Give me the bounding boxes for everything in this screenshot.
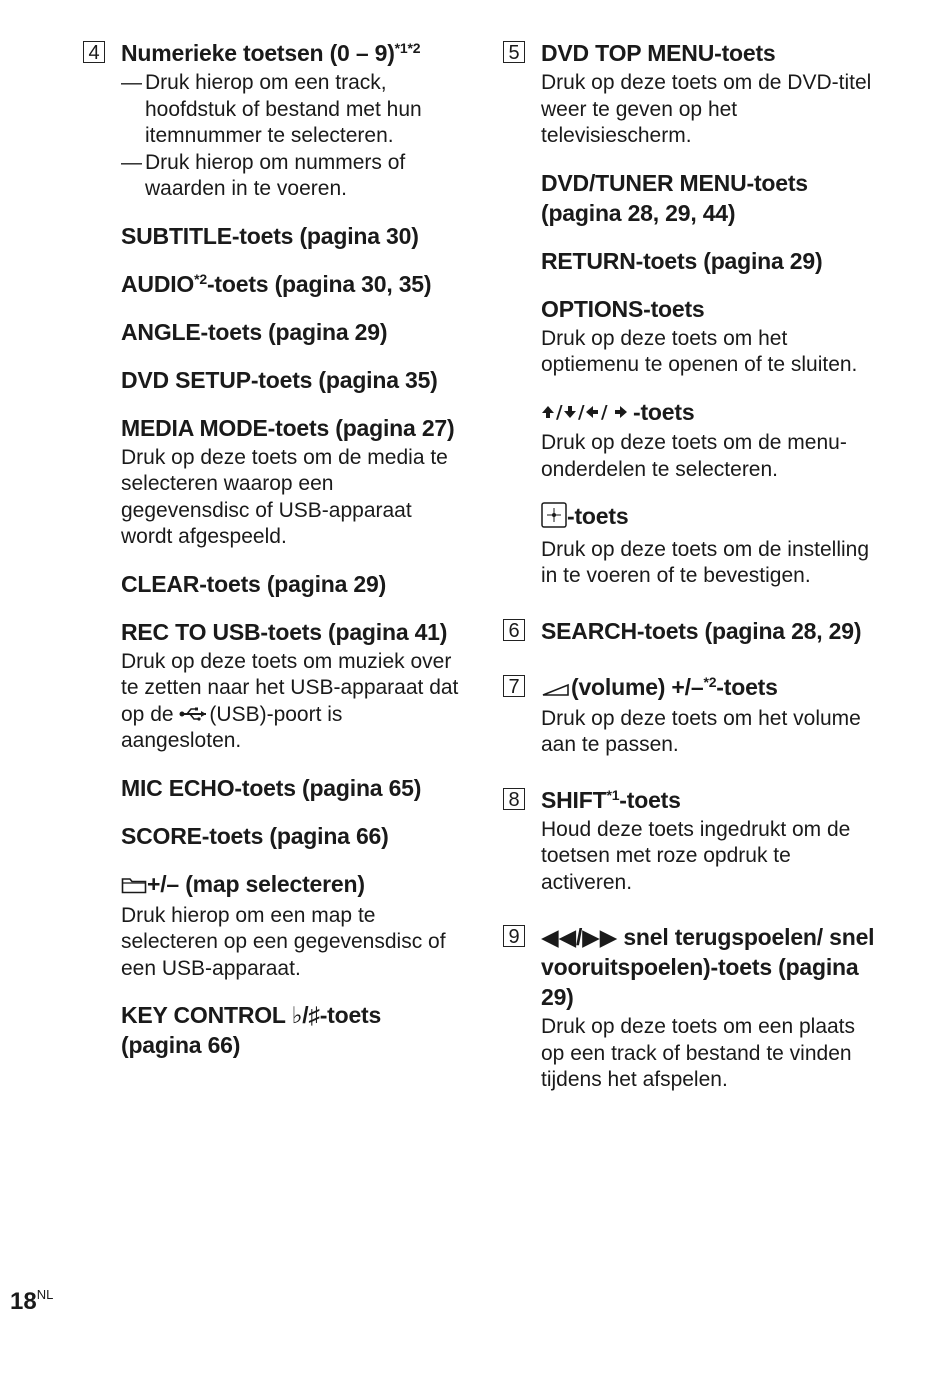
key-control-entry bbox=[83, 1000, 463, 1060]
flat-sharp-symbols: ♭/♯ bbox=[291, 1002, 320, 1029]
rewind-forward-desc: Druk op deze toets om een plaats op een track of bestand te vinden tijdens het afspelen. bbox=[541, 1015, 856, 1092]
mic-echo-entry bbox=[83, 773, 463, 803]
item-7 bbox=[503, 672, 883, 759]
search-heading: SEARCH-toets (pagina 28, 29) bbox=[541, 617, 862, 644]
arrows-heading: / / / -toets bbox=[541, 397, 883, 429]
media-mode-desc: Druk op deze toets om de media te selecteren waarop een gegevensdisc of USB-apparaat wordt afgespeeld. bbox=[121, 445, 448, 548]
angle-entry bbox=[83, 317, 463, 347]
volume-desc: Druk op deze toets om het volume aan te passen. bbox=[541, 706, 861, 757]
return-entry bbox=[503, 246, 883, 276]
svg-text:/: / bbox=[556, 403, 563, 422]
item-number: 7 bbox=[503, 675, 525, 697]
arrow-keys-icon bbox=[541, 398, 633, 428]
rec-to-usb-desc: Druk op deze toets om muziek over te zetten naar het USB-apparaat dat op de (USB)-poort is aangesloten. bbox=[121, 649, 459, 753]
left-column bbox=[83, 38, 463, 1060]
item-9 bbox=[503, 922, 883, 1094]
item-number: 4 bbox=[83, 41, 105, 63]
key-control-heading: KEY CONTROL ♭/♯-toets (pagina 66) bbox=[121, 1002, 382, 1059]
item-number: 6 bbox=[503, 619, 525, 641]
svg-text:/: / bbox=[601, 403, 608, 422]
audio-entry bbox=[83, 269, 463, 299]
dvd-top-menu-desc: Druk op deze toets om de DVD-titel weer te geven op het televisiescherm. bbox=[541, 71, 872, 147]
item-6 bbox=[503, 616, 883, 646]
rewind-forward-heading: ◀◀/▶▶ snel terugspoelen/ snel vooruitspoelen)-toets (pagina 29) bbox=[541, 924, 875, 1011]
return-heading: RETURN-toets (pagina 29) bbox=[541, 247, 823, 274]
media-mode-entry bbox=[83, 413, 463, 551]
folder-desc: Druk hierop om een map te selecteren op een gegevensdisc of een USB-apparaat. bbox=[121, 903, 446, 980]
rec-to-usb-entry bbox=[83, 617, 463, 755]
enter-desc: Druk op deze toets om de instelling in te voeren of te bevestigen. bbox=[541, 537, 870, 588]
enter-heading: -toets bbox=[541, 501, 883, 534]
shift-desc: Houd deze toets ingedrukt om de toetsen met roze opdruk te activeren. bbox=[541, 817, 851, 894]
arrows-entry bbox=[503, 397, 883, 484]
folder-entry bbox=[83, 869, 463, 982]
angle-heading: ANGLE-toets (pagina 29) bbox=[121, 318, 388, 345]
rec-to-usb-heading: REC TO USB-toets (pagina 41) bbox=[121, 618, 448, 645]
item-5 bbox=[503, 38, 883, 150]
svg-text:/: / bbox=[578, 403, 585, 422]
options-desc: Druk op deze toets om het optiemenu te openen of te sluiten. bbox=[541, 326, 858, 376]
item-number: 5 bbox=[503, 41, 525, 63]
score-heading: SCORE-toets (pagina 66) bbox=[121, 822, 389, 849]
bullet: — Druk hierop om een track, hoofdstuk of bestand met hun itemnummer te selecteren. bbox=[121, 71, 422, 147]
shift-heading: SHIFT$^{*1}$-toets bbox=[541, 786, 681, 813]
volume-icon bbox=[541, 674, 571, 704]
folder-icon bbox=[121, 871, 147, 901]
dvd-tuner-menu-entry bbox=[503, 168, 883, 228]
score-entry bbox=[83, 821, 463, 851]
enter-key-icon bbox=[541, 502, 567, 535]
options-heading: OPTIONS-toets bbox=[541, 295, 705, 322]
volume-heading: (volume) +/–$^{*2}$-toets bbox=[541, 672, 883, 704]
item-number: 9 bbox=[503, 925, 525, 947]
item-number: 8 bbox=[503, 788, 525, 810]
item-4 bbox=[83, 38, 463, 203]
usb-icon bbox=[179, 702, 209, 729]
dvd-tuner-menu-heading: DVD/TUNER MENU-toets (pagina 28, 29, 44) bbox=[541, 169, 808, 226]
page-number: $18^{NL}$ bbox=[10, 1287, 54, 1315]
media-mode-heading: MEDIA MODE-toets (pagina 27) bbox=[121, 414, 455, 441]
item-heading: Numerieke toetsen (0 – 9)$^{*1*2}$ bbox=[121, 40, 421, 66]
subtitle-heading: SUBTITLE-toets (pagina 30) bbox=[121, 222, 419, 249]
subtitle-entry bbox=[83, 221, 463, 251]
audio-heading: AUDIO$^{*2}$-toets (pagina 30, 35) bbox=[121, 270, 432, 297]
dvd-setup-heading: DVD SETUP-toets (pagina 35) bbox=[121, 366, 438, 393]
options-entry bbox=[503, 294, 883, 379]
enter-entry bbox=[503, 501, 883, 589]
bullet: — Druk hierop om nummers of waarden in te voeren. bbox=[121, 150, 406, 200]
folder-heading: +/– (map selecteren) bbox=[121, 869, 463, 901]
item-8 bbox=[503, 785, 883, 897]
dvd-top-menu-heading: DVD TOP MENU-toets bbox=[541, 40, 776, 66]
arrows-desc: Druk op deze toets om de menu-onderdelen te selecteren. bbox=[541, 431, 847, 481]
right-column bbox=[503, 38, 883, 1094]
clear-entry bbox=[83, 569, 463, 599]
dvd-setup-entry bbox=[83, 365, 463, 395]
mic-echo-heading: MIC ECHO-toets (pagina 65) bbox=[121, 774, 422, 801]
clear-heading: CLEAR-toets (pagina 29) bbox=[121, 570, 387, 597]
